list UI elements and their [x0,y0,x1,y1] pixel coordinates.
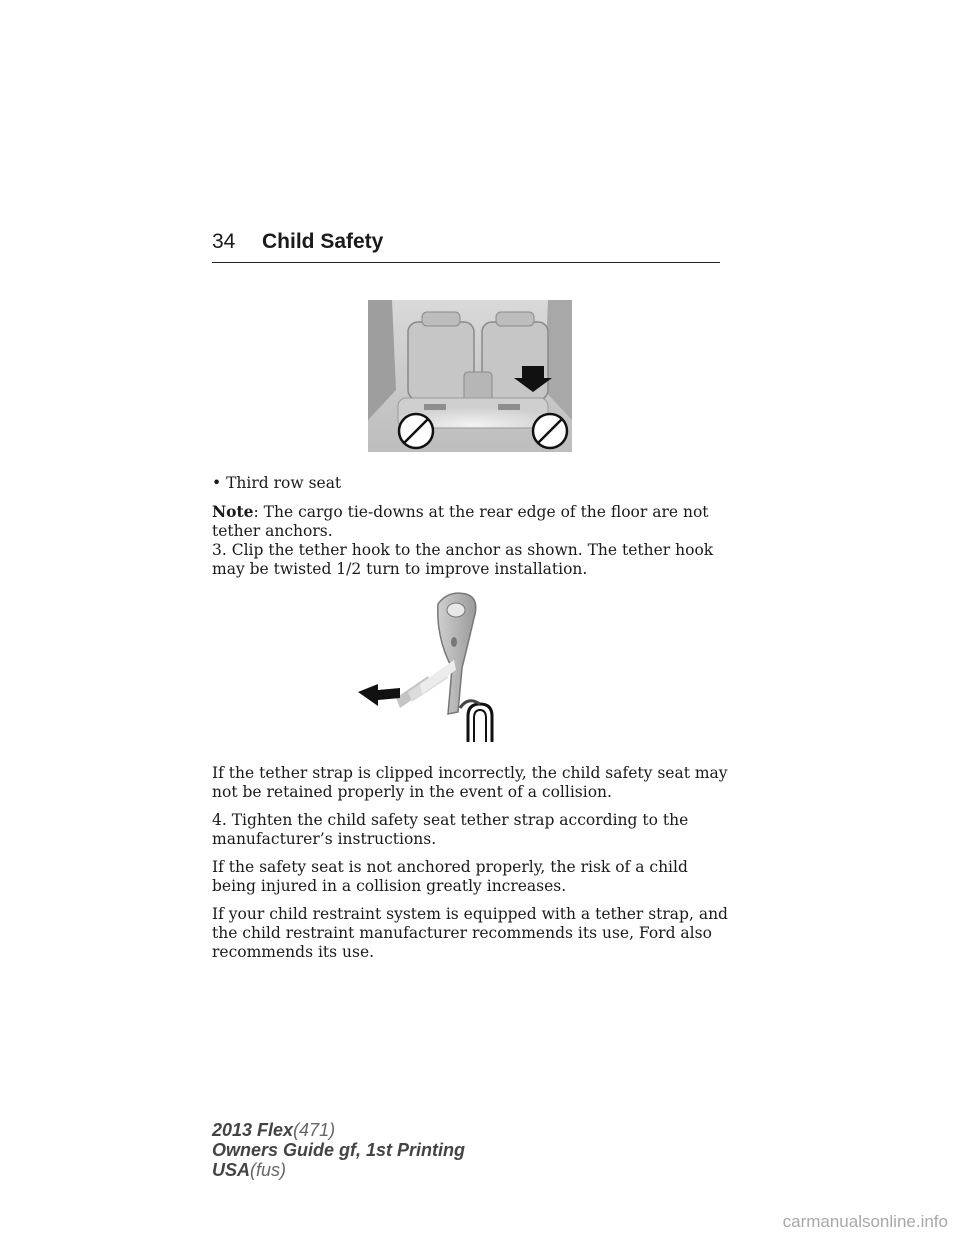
bullet-text: Third row seat [226,474,342,492]
footer-line-2: Owners Guide gf, 1st Printing [212,1140,466,1160]
note-label: Note [212,502,254,521]
bullet-marker: • [212,474,222,492]
page-footer [212,1120,465,1180]
page-number: 34 [212,230,236,253]
third-row-seat-illustration [368,300,572,452]
footer-line-1: 2013 Flex(471) [212,1120,336,1140]
risk-paragraph: If the safety seat is not anchored properly, the risk of a child being injured in a collision greatly increases. [212,858,688,895]
note-paragraph [212,502,732,541]
bullet-item [212,474,732,493]
instruction-block-2 [212,764,732,971]
tether-hook-illustration [356,588,520,742]
instruction-block-1 [212,474,732,588]
warning-paragraph: If the tether strap is clipped incorrectly, the child safety seat may not be retained properly in the event of a collision. [212,764,728,801]
footer-line-3: USA(fus) [212,1160,287,1180]
page-header [212,228,720,263]
note-text: : The cargo tie-downs at the rear edge of the floor are not tether anchors. [212,503,709,540]
step-3-paragraph: 3. Clip the tether hook to the anchor as shown. The tether hook may be twisted 1/2 turn to improve installation. [212,541,714,578]
step-4-paragraph: 4. Tighten the child safety seat tether strap according to the manufacturer’s instructions. [212,811,689,848]
watermark: carmanualsonline.info [782,1212,948,1231]
section-title: Child Safety [262,230,384,253]
recommendation-paragraph: If your child restraint system is equipped with a tether strap, and the child restraint manufacturer recommends its use, Ford also recommends its use. [212,905,728,961]
